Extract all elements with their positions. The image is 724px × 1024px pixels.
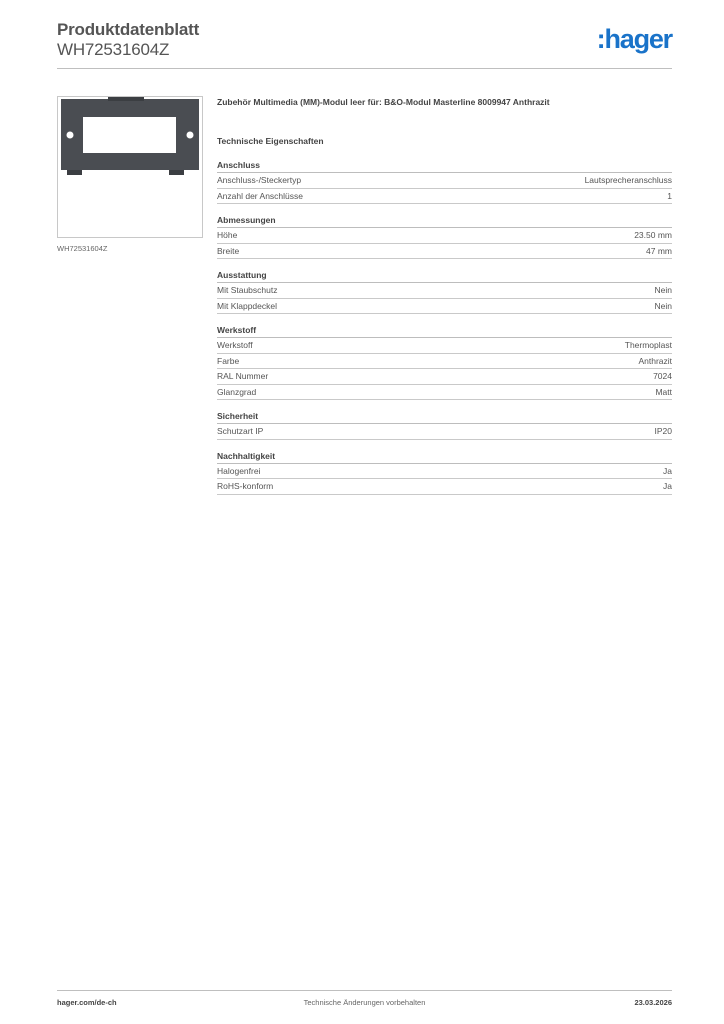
spec-row <box>217 173 672 189</box>
spec-label: Anzahl der Anschlüsse <box>217 190 303 201</box>
spec-value: IP20 <box>654 426 672 437</box>
spec-label: Glanzgrad <box>217 386 257 397</box>
spec-row <box>217 189 672 205</box>
spec-label: RoHS-konform <box>217 481 274 492</box>
product-image-frame <box>57 96 203 238</box>
spec-row <box>217 283 672 299</box>
spec-sections <box>217 159 672 495</box>
footer-website[interactable]: hager.com/de-ch <box>57 998 117 1007</box>
spec-label: RAL Nummer <box>217 371 269 382</box>
spec-row <box>217 354 672 370</box>
spec-section <box>217 324 672 400</box>
spec-section <box>217 410 672 440</box>
spec-value: Nein <box>654 285 672 296</box>
spec-section <box>217 214 672 259</box>
spec-label: Anschluss-/Steckertyp <box>217 175 302 186</box>
spec-row <box>217 464 672 480</box>
spec-label: Schutzart IP <box>217 426 264 437</box>
product-image <box>58 97 202 237</box>
image-caption: WH72531604Z <box>57 244 108 253</box>
spec-value: Thermoplast <box>624 340 672 351</box>
spec-value: Lautsprecheranschluss <box>584 175 672 186</box>
spec-row <box>217 338 672 354</box>
spec-label: Höhe <box>217 230 238 241</box>
logo-text: hager <box>604 24 672 54</box>
spec-value: Anthrazit <box>638 355 672 366</box>
spec-label: Farbe <box>217 355 240 366</box>
spec-row <box>217 244 672 260</box>
spec-label: Breite <box>217 245 240 256</box>
spec-section <box>217 159 672 204</box>
spec-label: Mit Klappdeckel <box>217 300 278 311</box>
spec-label: Halogenfrei <box>217 465 261 476</box>
hager-logo <box>597 24 672 54</box>
section-title: Werkstoff <box>217 324 672 338</box>
spec-label: Mit Staubschutz <box>217 285 278 296</box>
section-title: Sicherheit <box>217 410 672 424</box>
spec-value: Ja <box>663 481 672 492</box>
spec-value: 7024 <box>653 371 672 382</box>
spec-row <box>217 479 672 495</box>
product-description: Zubehör Multimedia (MM)-Modul leer für: B&O-Modul Masterline 8009947 Anthrazit <box>217 97 550 107</box>
spec-row <box>217 299 672 315</box>
spec-value: 1 <box>667 190 672 201</box>
footer-notice: Technische Änderungen vorbehalten <box>303 998 426 1007</box>
logo-dot: : <box>596 24 605 54</box>
document-title: Produktdatenblatt <box>57 20 200 39</box>
section-title: Ausstattung <box>217 269 672 283</box>
section-title: Anschluss <box>217 159 672 173</box>
product-code: WH72531604Z <box>57 40 170 59</box>
product-content <box>217 96 672 495</box>
spec-row <box>217 228 672 244</box>
spec-value: Ja <box>663 465 672 476</box>
page-header <box>57 20 672 60</box>
spec-value: 23.50 mm <box>634 230 672 241</box>
header-divider <box>57 68 672 69</box>
spec-row <box>217 369 672 385</box>
section-title: Nachhaltigkeit <box>217 450 672 464</box>
tech-properties-heading: Technische Eigenschaften <box>217 136 324 146</box>
spec-section <box>217 269 672 314</box>
spec-value: Matt <box>655 386 672 397</box>
footer-divider <box>57 990 672 991</box>
spec-row <box>217 424 672 440</box>
spec-value: 47 mm <box>646 245 672 256</box>
footer-date: 23.03.2026 <box>634 998 672 1007</box>
spec-value: Nein <box>654 300 672 311</box>
spec-label: Werkstoff <box>217 340 253 351</box>
spec-section <box>217 450 672 495</box>
spec-row <box>217 385 672 401</box>
section-title: Abmessungen <box>217 214 672 228</box>
